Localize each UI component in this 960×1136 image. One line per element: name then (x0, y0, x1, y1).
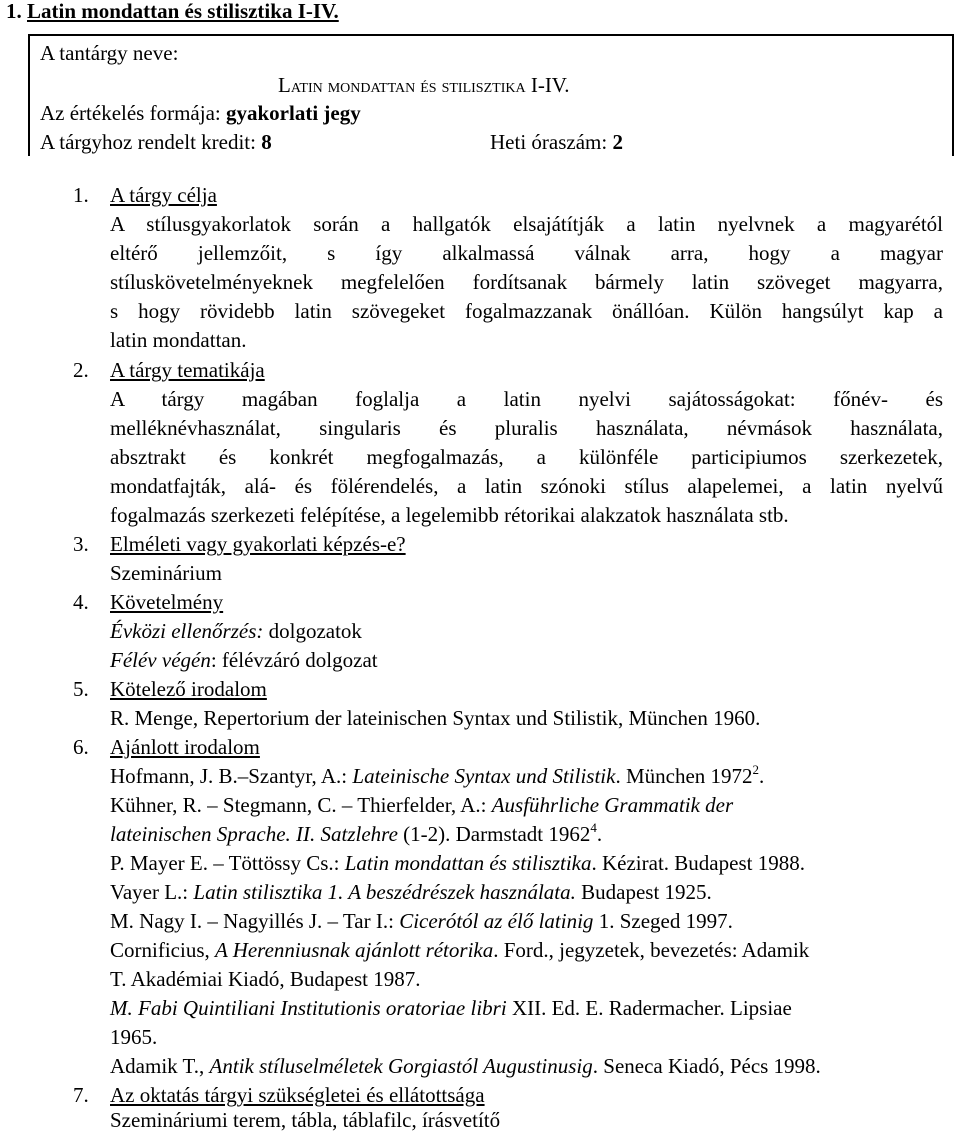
reference-edition: 4 (590, 820, 597, 835)
subject-name-suffix: I-IV. (530, 73, 570, 97)
reference-item (110, 994, 792, 1023)
section-2-line: A tárgy magában foglalja a latin nyelvi sajátosságokat: főnév- és (110, 387, 943, 411)
section-1-title: A tárgy célja (110, 183, 217, 207)
section-3-title: Elméleti vagy gyakorlati képzés-e? (110, 532, 406, 556)
section-1-line: s hogy rövidebb latin szövegeket fogalmazzanak önállóan. Külön hangsúlyt kap a (110, 299, 943, 323)
reference-title: A Herenniusnak ajánlott rétorika (215, 938, 494, 962)
reference-author: M. Nagy I. – Nagyillés J. – Tar I.: (110, 909, 400, 933)
reference-title: lateinischen Sprache. II. Satzlehre (110, 822, 398, 846)
subject-name-rest: atin mondattan és stilisztika (290, 75, 526, 97)
reference-item (110, 1052, 821, 1081)
subject-name (278, 71, 570, 101)
reference-end: . (596, 822, 603, 846)
document-heading (6, 0, 339, 26)
section-2-number: 2. (73, 358, 89, 382)
reference-item (110, 936, 809, 965)
reference-title: M. Fabi Quintiliani Institutionis oratoriae libri (110, 996, 507, 1020)
hours-label: Heti óraszám: (490, 130, 613, 154)
reference-item-continued: 1965. (110, 1025, 158, 1049)
endterm-value: : félévzáró dolgozat (210, 648, 378, 672)
reference-author: Vayer L.: (110, 880, 194, 904)
section-7-title: Az oktatás tárgyi szükségletei és ellátottsága (110, 1083, 485, 1107)
hours-row (490, 128, 623, 157)
credit-value: 8 (261, 130, 272, 154)
evaluation-value: gyakorlati jegy (226, 101, 361, 125)
section-1-line: stíluskövetelményeknek megfelelően fordítsanak bármely latin szöveget magyarra, (110, 270, 943, 294)
heading-title: Latin mondattan és stilisztika I-IV. (27, 0, 339, 23)
reference-item (110, 762, 764, 791)
section-2-line: melléknévhasználat, singularis és pluralis használata, névmások használata, (110, 416, 943, 440)
section-2-title: A tárgy tematikája (110, 358, 265, 382)
reference-publication: (1-2). Darmstadt 1962 (397, 822, 591, 846)
section-7-value: Szemináriumi terem, tábla, táblafilc, írásvetítő (110, 1108, 501, 1132)
reference-author: P. Mayer E. – Töttössy Cs.: (110, 851, 345, 875)
section-1-line: A stílusgyakorlatok során a hallgatók elsajátítják a latin nyelvnek a magyarétól (110, 212, 943, 236)
section-2-line: fogalmazás szerkezeti felépítése, a legelemibb rétorikai alakzatok használata stb. (110, 503, 789, 527)
section-5-title: Kötelező irodalom (110, 677, 267, 701)
reference-title: Ausführliche Grammatik der (491, 793, 734, 817)
reference-author: Cornificius, (110, 938, 215, 962)
section-2-line: absztrakt és konkrét megfogalmazás, a különféle participiumos szerkezetek, (110, 445, 943, 469)
reference-title: Lateinische Syntax und Stilistik (352, 764, 616, 788)
subject-label: A tantárgy neve: (40, 41, 179, 65)
credit-label: A tárgyhoz rendelt kredit: (40, 130, 262, 154)
reference-publication: . Kézirat. Budapest 1988. (591, 851, 805, 875)
section-1-line: latin mondattan. (110, 328, 247, 352)
section-4-title: Követelmény (110, 590, 224, 614)
reference-item-continued (110, 820, 602, 849)
section-1-body (110, 210, 943, 355)
evaluation-row (40, 99, 361, 128)
midterm-row (110, 617, 362, 646)
section-3-number: 3. (73, 532, 89, 556)
subject-name-prefix: L (278, 73, 291, 97)
section-7-number: 7. (73, 1083, 89, 1107)
section-1-line: eltérő jellemzőit, s így alkalmassá válnak arra, hogy a magyar (110, 241, 943, 265)
reference-item (110, 878, 712, 907)
reference-author: Adamik T., (110, 1054, 210, 1078)
reference-publication: 1. Szeged 1997. (593, 909, 733, 933)
reference-item (110, 849, 805, 878)
reference-item-continued: T. Akadémiai Kiadó, Budapest 1987. (110, 967, 421, 991)
reference-author: Kühner, R. – Stegmann, C. – Thierfelder, A.: (110, 793, 492, 817)
section-2-line: mondatfajták, alá- és fölérendelés, a latin szónoki stílus alapelemei, a latin nyelvű (110, 474, 943, 498)
section-6-number: 6. (73, 735, 89, 759)
section-5-number: 5. (73, 677, 89, 701)
reference-end: . (759, 764, 765, 788)
reference-item (110, 791, 733, 820)
section-6-title: Ajánlott irodalom (110, 735, 260, 759)
reference-title: Antik stíluselméletek Gorgiastól Augustinusig (209, 1054, 593, 1078)
credit-row (40, 128, 272, 157)
section-2-body (110, 385, 943, 530)
reference-title: Latin mondattan és stilisztika (344, 851, 592, 875)
evaluation-label: Az értékelés formája: (40, 101, 226, 125)
reference-publication: . Seneca Kiadó, Pécs 1998. (592, 1054, 821, 1078)
endterm-row (110, 646, 378, 675)
midterm-label: Évközi ellenőrzés: (110, 619, 264, 643)
section-3-value: Szeminárium (110, 561, 222, 585)
reference-publication: . Ford., jegyzetek, bevezetés: Adamik (493, 938, 810, 962)
reference-title: Cicerótól az élő latinig (399, 909, 594, 933)
reference-publication: Budapest 1925. (575, 880, 712, 904)
midterm-value: dolgozatok (263, 619, 362, 643)
reference-publication: . München 1972 (615, 764, 753, 788)
section-4-number: 4. (73, 590, 89, 614)
hours-value: 2 (612, 130, 623, 154)
course-info-box (28, 34, 954, 156)
section-1-number: 1. (73, 183, 89, 207)
endterm-label: Félév végén (110, 648, 211, 672)
reference-edition: 2 (752, 762, 760, 777)
reference-item (110, 907, 733, 936)
reference-publication: XII. Ed. E. Radermacher. Lipsiae (506, 996, 792, 1020)
reference-author: Hofmann, J. B.–Szantyr, A.: (110, 764, 353, 788)
reference-title: Latin stilisztika 1. A beszédrészek használata. (193, 880, 576, 904)
required-reading-item: R. Menge, Repertorium der lateinischen Syntax und Stilistik, München 1960. (110, 706, 761, 730)
heading-number: 1. (6, 0, 22, 23)
